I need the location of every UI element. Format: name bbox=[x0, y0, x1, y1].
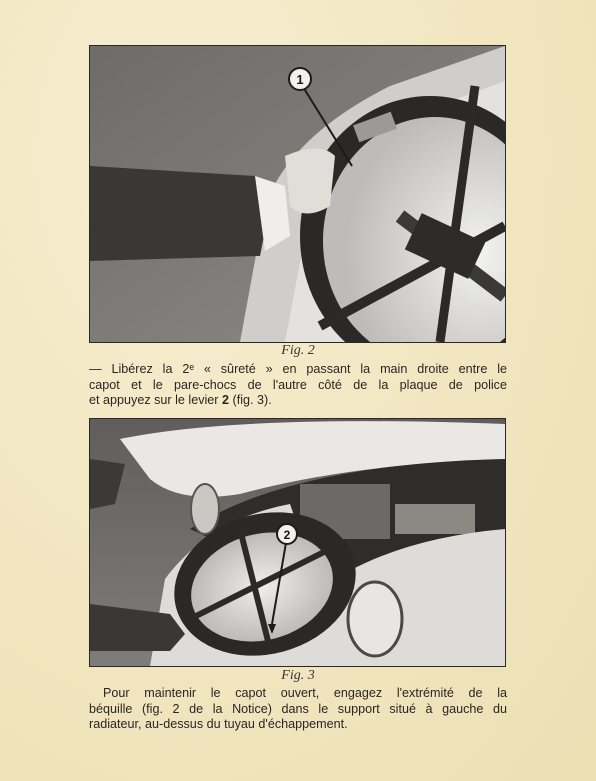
paragraph-line bbox=[89, 393, 507, 409]
callout-label: 2 bbox=[283, 528, 291, 542]
paragraph-line: béquille (fig. 2 de la Notice) dans le support situé à gauche du bbox=[89, 701, 507, 716]
paragraph-line: radiateur, au-dessus du tuyau d'échappement. bbox=[89, 717, 348, 731]
paragraph-line: Pour maintenir le capot ouvert, engagez l'extrémité de la bbox=[103, 686, 507, 700]
callout-label: 1 bbox=[296, 72, 304, 87]
photo-fig-3-image bbox=[90, 419, 505, 666]
photo-fig-3 bbox=[89, 418, 506, 667]
paragraph-line: — Libérez la 2ᵉ « sûreté » en passant la main droite entre le bbox=[89, 362, 507, 376]
figure-caption: Fig. 2 bbox=[281, 343, 315, 358]
instruction-paragraph-1 bbox=[89, 362, 507, 409]
photo-fig-2-image bbox=[90, 46, 505, 342]
paragraph-text: et appuyez sur le levier bbox=[89, 393, 223, 407]
paragraph-text: (fig. 3). bbox=[229, 393, 272, 407]
figure-caption: Fig. 3 bbox=[281, 668, 315, 683]
photo-fig-2 bbox=[89, 45, 506, 343]
lever-number: 2 bbox=[222, 393, 230, 407]
paragraph-line: capot et le pare-chocs de l'autre côté de la plaque de police bbox=[89, 377, 507, 392]
instruction-paragraph-2 bbox=[89, 686, 507, 733]
